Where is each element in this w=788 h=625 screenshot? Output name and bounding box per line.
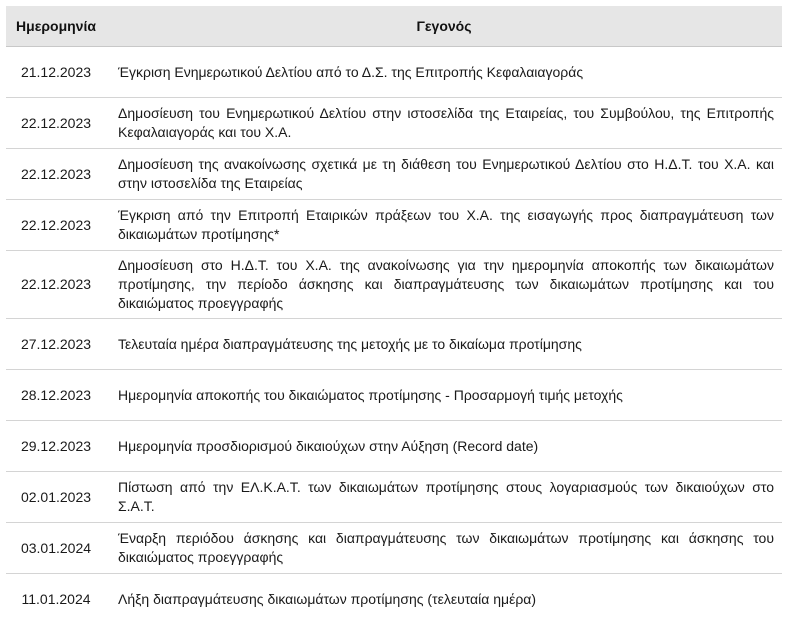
table-row	[6, 149, 782, 200]
row-event: Ημερομηνία προσδιορισμού δικαιούχων στην Αύξηση (Record date)	[106, 421, 782, 472]
row-date: 28.12.2023	[6, 370, 106, 421]
timetable	[6, 6, 782, 625]
row-date: 29.12.2023	[6, 421, 106, 472]
header-row	[6, 6, 782, 47]
row-event: Δημοσίευση της ανακοίνωσης σχετικά με τη διάθεση του Ενημερωτικού Δελτίου στο Η.Δ.Τ. του Χ.Α. και στην ιστοσελίδα της Εταιρείας	[106, 149, 782, 200]
row-event: Δημοσίευση στο Η.Δ.Τ. του Χ.Α. της ανακοίνωσης για την ημερομηνία αποκοπής των δικαιωμάτων προτίμησης, την περίοδο άσκησης και διαπραγμάτευσης των δικαιωμάτων προτίμησης και του δικαιώματος προεγγραφής	[106, 251, 782, 319]
table-header	[6, 6, 782, 47]
row-date: 22.12.2023	[6, 251, 106, 319]
row-event: Τελευταία ημέρα διαπραγμάτευσης της μετοχής με το δικαίωμα προτίμησης	[106, 319, 782, 370]
table-row	[6, 574, 782, 625]
table-row	[6, 47, 782, 98]
table-row	[6, 523, 782, 574]
row-event: Ημερομηνία αποκοπής του δικαιώματος προτίμησης - Προσαρμογή τιμής μετοχής	[106, 370, 782, 421]
row-event: Έγκριση Ενημερωτικού Δελτίου από το Δ.Σ. της Επιτροπής Κεφαλαιαγοράς	[106, 47, 782, 98]
row-event: Πίστωση από την ΕΛ.Κ.Α.Τ. των δικαιωμάτων προτίμησης στους λογαριασμούς των δικαιούχων στο Σ.Α.Τ.	[106, 472, 782, 523]
row-event: Έναρξη περιόδου άσκησης και διαπραγμάτευσης των δικαιωμάτων προτίμησης και άσκησης του δικαιώματος προεγγραφής	[106, 523, 782, 574]
row-date: 03.01.2024	[6, 523, 106, 574]
table-row	[6, 472, 782, 523]
row-date: 22.12.2023	[6, 149, 106, 200]
row-date: 27.12.2023	[6, 319, 106, 370]
row-date: 22.12.2023	[6, 98, 106, 149]
row-date: 02.01.2023	[6, 472, 106, 523]
header-date: Ημερομηνία	[6, 6, 106, 47]
row-event: Δημοσίευση του Ενημερωτικού Δελτίου στην ιστοσελίδα της Εταιρείας, του Συμβούλου, της Επιτροπής Κεφαλαιαγοράς και του Χ.Α.	[106, 98, 782, 149]
row-event: Λήξη διαπραγμάτευσης δικαιωμάτων προτίμησης (τελευταία ημέρα)	[118, 590, 537, 607]
table-body	[6, 47, 782, 625]
row-date: 11.01.2024	[21, 590, 91, 607]
table-row	[6, 319, 782, 370]
table-row	[6, 200, 782, 251]
row-date: 22.12.2023	[6, 200, 106, 251]
header-event: Γεγονός	[106, 6, 782, 47]
row-event: Έγκριση από την Επιτροπή Εταιρικών πράξεων του Χ.Α. της εισαγωγής προς διαπραγμάτευση των δικαιωμάτων προτίμησης*	[106, 200, 782, 251]
table-row	[6, 421, 782, 472]
timetable-table	[6, 6, 782, 625]
table-row	[6, 251, 782, 319]
table-row	[6, 98, 782, 149]
row-date: 21.12.2023	[6, 47, 106, 98]
table-row	[6, 370, 782, 421]
